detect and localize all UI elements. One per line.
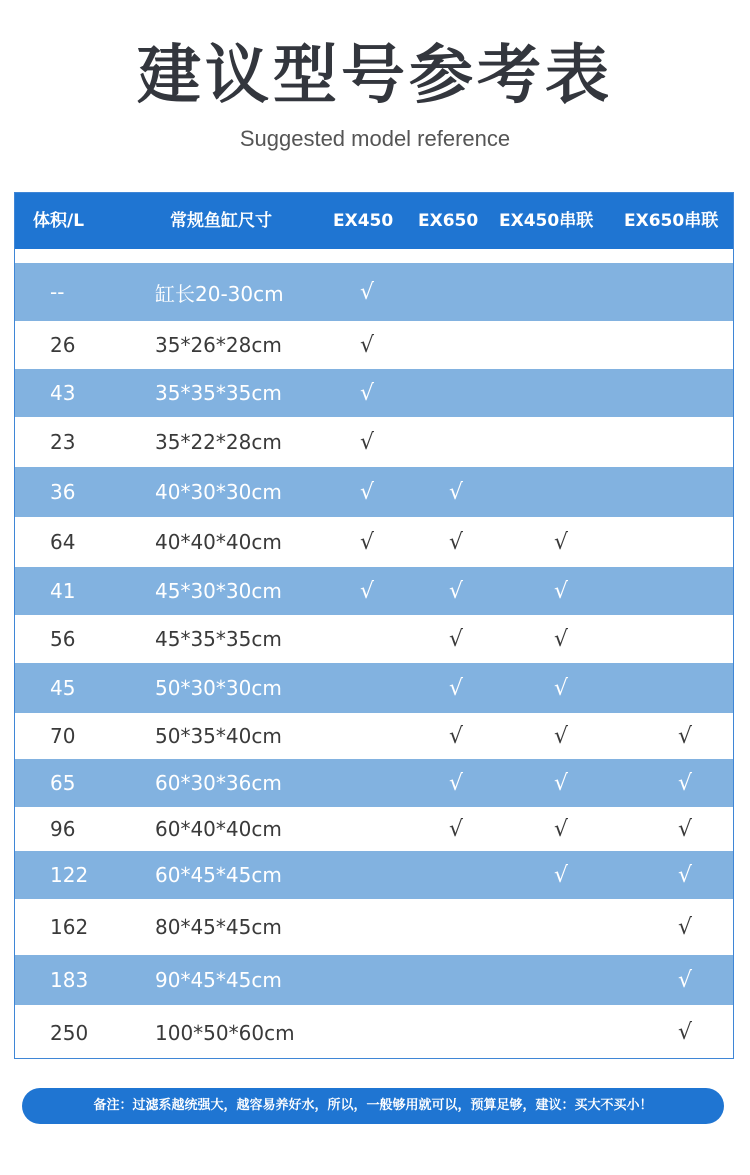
table-row xyxy=(15,263,733,321)
cell-ex450: √ xyxy=(360,429,375,455)
header-ex450: EX450 xyxy=(333,211,394,231)
cell-tank-size: 45*30*30cm xyxy=(155,579,282,603)
cell-ex450-series xyxy=(554,899,570,955)
cell-volume: 64 xyxy=(50,530,76,554)
cell-tank-size: 100*50*60cm xyxy=(155,1020,295,1045)
cell-volume: 162 xyxy=(50,915,89,939)
cell-ex650: √ xyxy=(449,675,464,701)
cell-ex450 xyxy=(360,851,376,899)
cell-ex450: √ xyxy=(360,380,375,406)
cell-volume: 26 xyxy=(50,333,76,357)
table-row xyxy=(15,713,733,759)
cell-ex450 xyxy=(360,663,376,713)
cell-ex650 xyxy=(449,955,465,1005)
cell-tank-size: 80*45*45cm xyxy=(155,915,282,939)
cell-ex650-series xyxy=(678,321,694,369)
table-row xyxy=(15,517,733,567)
cell-ex450-series: √ xyxy=(554,816,569,842)
cell-ex450 xyxy=(360,713,376,759)
cell-tank-size: 90*45*45cm xyxy=(155,968,282,992)
cell-volume: -- xyxy=(50,280,65,304)
cell-ex450: √ xyxy=(360,479,375,505)
cell-ex450-series: √ xyxy=(554,770,569,796)
header-ex650-series: EX650串联 xyxy=(624,211,719,231)
cell-ex450-series: √ xyxy=(554,675,569,701)
cell-ex650-series: √ xyxy=(678,816,693,842)
table-row xyxy=(15,955,733,1005)
cell-ex450 xyxy=(360,899,376,955)
cell-ex450: √ xyxy=(360,279,375,305)
model-reference-table xyxy=(14,192,734,1059)
cell-ex450 xyxy=(360,759,376,807)
cell-volume: 70 xyxy=(50,724,76,748)
cell-ex650 xyxy=(449,851,465,899)
cell-ex650-series: √ xyxy=(678,770,693,796)
cell-ex650-series xyxy=(678,369,694,417)
table-row xyxy=(15,615,733,663)
table-row xyxy=(15,467,733,517)
cell-tank-size: 缸长20-30cm xyxy=(155,281,284,306)
cell-tank-size: 35*22*28cm xyxy=(155,430,282,454)
cell-ex650: √ xyxy=(449,770,464,796)
cell-tank-size: 35*26*28cm xyxy=(155,333,282,357)
header-volume: 体积/L xyxy=(33,211,85,231)
cell-ex450 xyxy=(360,955,376,1005)
page-title: 建议型号参考表 xyxy=(137,39,613,113)
cell-volume: 250 xyxy=(50,1020,89,1045)
cell-ex650-series xyxy=(678,615,694,663)
cell-volume: 122 xyxy=(50,863,89,887)
cell-ex450-series xyxy=(554,955,570,1005)
footer-note: 备注：过滤系越统强大，越容易养好水，所以，一般够用就可以，预算足够，建议：买大不买小！ xyxy=(22,1088,724,1124)
cell-ex650-series xyxy=(678,663,694,713)
table-row xyxy=(15,321,733,369)
cell-ex650 xyxy=(449,263,465,321)
cell-ex650: √ xyxy=(449,816,464,842)
cell-ex650: √ xyxy=(449,578,464,604)
cell-ex450-series xyxy=(554,321,570,369)
cell-volume: 41 xyxy=(50,579,76,603)
cell-ex450-series xyxy=(554,263,570,321)
cell-ex650 xyxy=(449,899,465,955)
cell-ex450-series: √ xyxy=(554,626,569,652)
table-row xyxy=(15,369,733,417)
table-row xyxy=(15,851,733,899)
cell-ex450-series xyxy=(554,467,570,517)
cell-ex650-series: √ xyxy=(678,723,693,749)
table-row xyxy=(15,807,733,851)
cell-tank-size: 40*40*40cm xyxy=(155,530,282,554)
cell-ex650-series: √ xyxy=(678,967,693,993)
cell-ex650 xyxy=(449,321,465,369)
cell-ex450: √ xyxy=(360,529,375,555)
cell-volume: 45 xyxy=(50,676,76,700)
cell-ex650-series: √ xyxy=(678,914,693,940)
table-row xyxy=(15,1005,733,1059)
cell-ex450 xyxy=(360,1005,376,1059)
cell-tank-size: 60*40*40cm xyxy=(155,817,282,841)
cell-ex650: √ xyxy=(449,723,464,749)
cell-ex450-series xyxy=(554,369,570,417)
cell-ex450-series: √ xyxy=(554,723,569,749)
cell-tank-size: 45*35*35cm xyxy=(155,627,282,651)
table-row xyxy=(15,663,733,713)
table-row xyxy=(15,417,733,467)
cell-ex650-series xyxy=(678,417,694,467)
cell-tank-size: 35*35*35cm xyxy=(155,381,282,405)
cell-volume: 96 xyxy=(50,817,76,841)
cell-tank-size: 50*35*40cm xyxy=(155,724,282,748)
table-row xyxy=(15,567,733,615)
cell-ex650-series xyxy=(678,517,694,567)
cell-tank-size: 60*30*36cm xyxy=(155,771,282,795)
cell-volume: 183 xyxy=(50,968,89,992)
table-row xyxy=(15,899,733,955)
table-row xyxy=(15,759,733,807)
cell-ex650: √ xyxy=(449,626,464,652)
cell-ex450 xyxy=(360,807,376,851)
table-header xyxy=(15,193,733,249)
cell-volume: 43 xyxy=(50,381,76,405)
cell-ex650 xyxy=(449,369,465,417)
cell-tank-size: 60*45*45cm xyxy=(155,863,282,887)
cell-ex650 xyxy=(449,1005,465,1059)
cell-volume: 56 xyxy=(50,627,76,651)
cell-tank-size: 50*30*30cm xyxy=(155,676,282,700)
cell-ex650-series xyxy=(678,263,694,321)
cell-ex450-series: √ xyxy=(554,578,569,604)
header-ex650: EX650 xyxy=(418,211,479,231)
cell-volume: 65 xyxy=(50,771,76,795)
header-tank-size: 常规鱼缸尺寸 xyxy=(170,211,272,231)
cell-ex650-series: √ xyxy=(678,1020,693,1045)
cell-ex450-series: √ xyxy=(554,862,569,888)
cell-ex450: √ xyxy=(360,332,375,358)
header-ex450-series: EX450串联 xyxy=(499,211,594,231)
cell-tank-size: 40*30*30cm xyxy=(155,480,282,504)
cell-ex650-series xyxy=(678,567,694,615)
cell-ex450-series xyxy=(554,1005,570,1059)
cell-volume: 36 xyxy=(50,480,76,504)
cell-ex450-series: √ xyxy=(554,529,569,555)
cell-ex450 xyxy=(360,615,376,663)
cell-ex450-series xyxy=(554,417,570,467)
cell-ex650: √ xyxy=(449,479,464,505)
cell-ex650: √ xyxy=(449,529,464,555)
cell-ex650-series xyxy=(678,467,694,517)
cell-ex650-series: √ xyxy=(678,862,693,888)
page-subtitle: Suggested model reference xyxy=(239,126,511,151)
cell-ex450: √ xyxy=(360,578,375,604)
cell-ex650 xyxy=(449,417,465,467)
cell-volume: 23 xyxy=(50,430,76,454)
